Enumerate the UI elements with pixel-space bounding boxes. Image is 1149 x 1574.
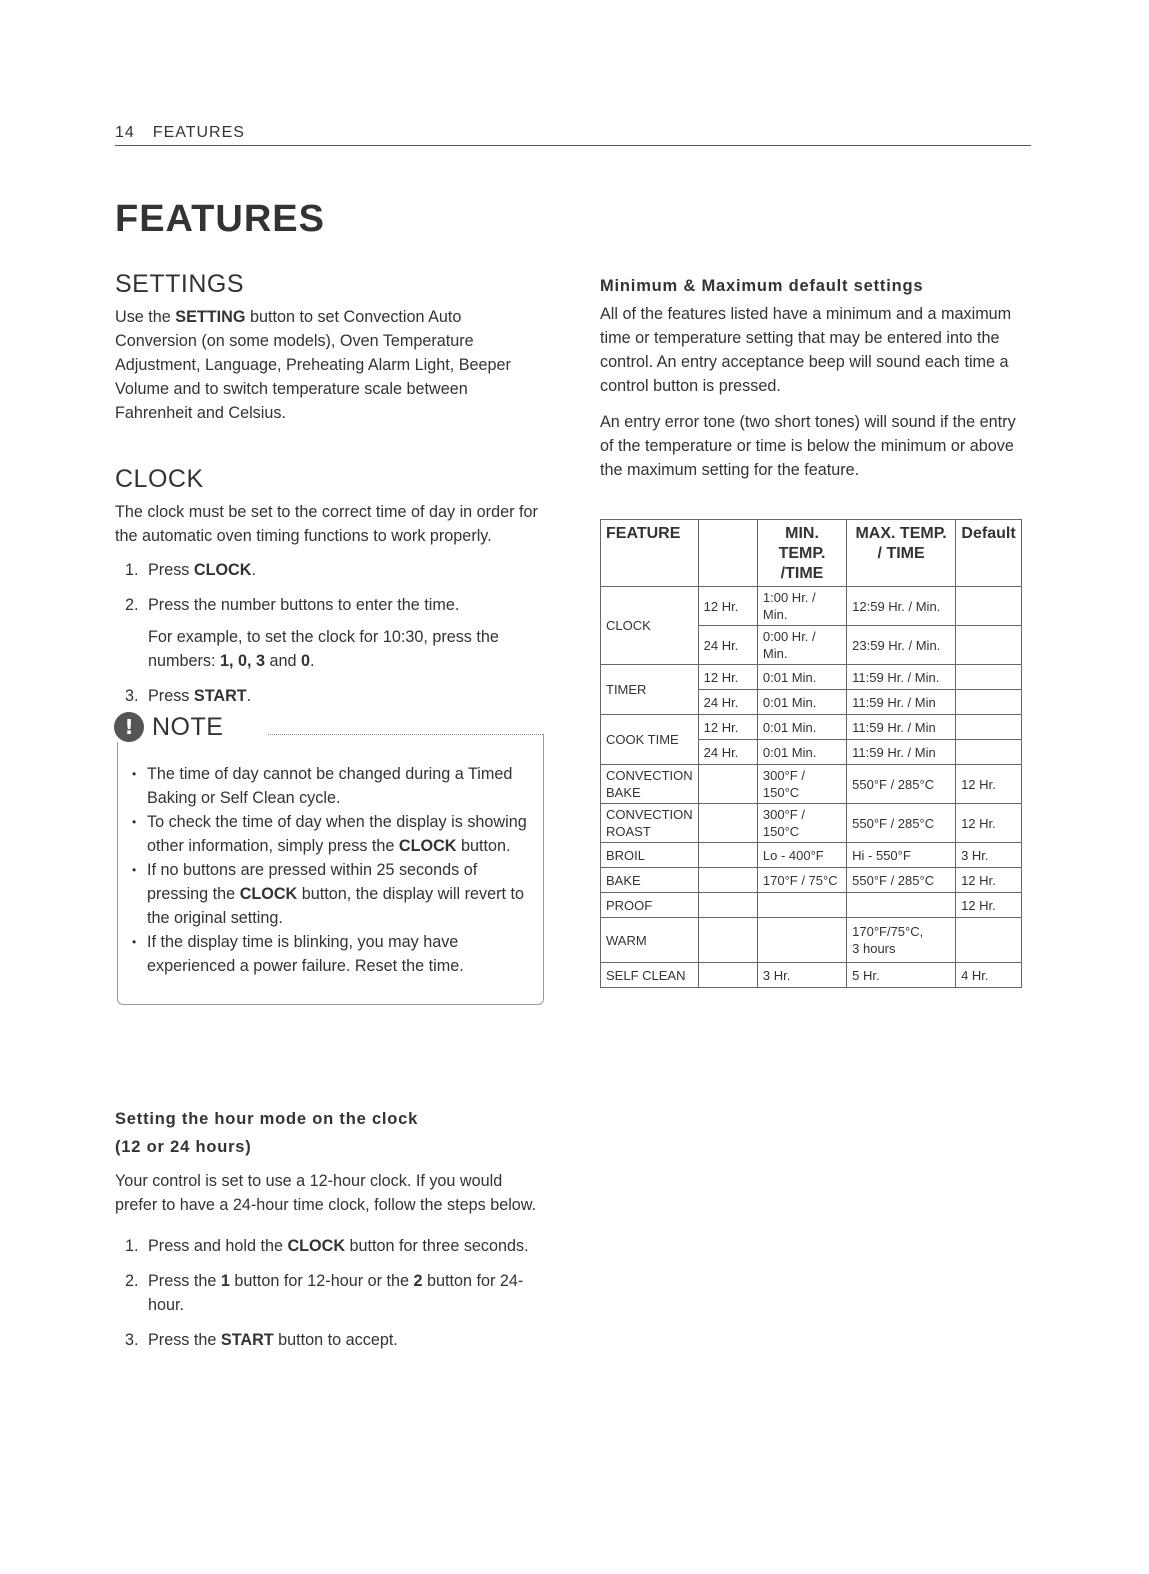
table-row: SELF CLEAN 3 Hr. 5 Hr. 4 Hr. (601, 963, 1022, 988)
page-number: 14 (115, 124, 135, 141)
clock-step-1: 1. Press CLOCK. (125, 561, 256, 579)
minmax-paragraph-1: All of the features listed have a minimum and a maximum time or temperature setting that may be entered into the control. An entry acceptance beep will sound each time a control button is pressed. (600, 305, 1012, 395)
table-header-row (601, 520, 1022, 587)
table-row: 24 Hr. 0:00 Hr. / Min. 23:59 Hr. / Min. (601, 626, 1022, 665)
note-item: • To check the time of day when the display is showing other information, simply press the CLOCK button. (132, 810, 533, 858)
clock-example: For example, to set the clock for 10:30, press the numbers: 1, 0, 3 and 0. (148, 628, 499, 670)
col-header-default: Default (956, 520, 1022, 587)
hour-mode-steps (115, 1234, 545, 1352)
col-header-mode (698, 520, 757, 587)
col-header-min: MIN. TEMP. /TIME (757, 520, 846, 587)
clock-intro: The clock must be set to the correct time of day in order for the automatic oven timing functions to work properly. (115, 503, 538, 545)
right-column (600, 272, 1025, 988)
clock-section (115, 465, 545, 708)
col-header-feature: FEATURE (601, 520, 699, 587)
table-row: 24 Hr. 0:01 Min. 11:59 Hr. / Min (601, 740, 1022, 765)
warning-icon: ! (114, 712, 144, 742)
hour-mode-step-2: 2. Press the 1 button for 12-hour or the 2 button for 24-hour. (125, 1272, 524, 1314)
table-row: BAKE 170°F / 75°C 550°F / 285°C 12 Hr. (601, 868, 1022, 893)
clock-step-3: 3. Press START. (125, 687, 252, 705)
clock-step-2: 2. Press the number buttons to enter the time. For example, to set the clock for 10:30, press the numbers: 1, 0, 3 and 0. (115, 593, 545, 673)
settings-paragraph: Use the SETTING button to set Convection Auto Conversion (on some models), Oven Temperature Adjustment, Language, Preheating Alarm Light, Beeper Volume and to switch temperature scale between Fahrenheit and Celsius. (115, 308, 511, 422)
table-row: COOK TIME 12 Hr. 0:01 Min. 11:59 Hr. / Min (601, 715, 1022, 740)
settings-heading: SETTINGS (115, 270, 245, 298)
note-border-top (268, 734, 543, 735)
hour-mode-step-3: 3. Press the START button to accept. (125, 1331, 398, 1349)
table-row: TIMER 12 Hr. 0:01 Min. 11:59 Hr. / Min. (601, 665, 1022, 690)
table-row: CONVECTION BAKE 300°F / 150°C 550°F / 285°C 12 Hr. (601, 765, 1022, 804)
minmax-paragraph-2: An entry error tone (two short tones) will sound if the entry of the temperature or time is below the minimum or above the maximum setting for the feature. (600, 413, 1016, 479)
note-item: • If no buttons are pressed within 25 seconds of pressing the CLOCK button, the display will revert to the original setting. (132, 858, 533, 930)
note-item: • If the display time is blinking, you may have experienced a power failure. Reset the time. (132, 930, 533, 978)
note-item: • The time of day cannot be changed during a Timed Baking or Self Clean cycle. (132, 762, 533, 810)
header-section: FEATURES (152, 124, 245, 141)
table-row: PROOF 12 Hr. (601, 893, 1022, 918)
left-column (115, 270, 545, 1005)
note-list (118, 762, 543, 978)
settings-section (115, 270, 545, 425)
col-header-max: MAX. TEMP. / TIME (847, 520, 956, 587)
note-header (114, 712, 233, 742)
table-row: BROIL Lo - 400°F Hi - 550°F 3 Hr. (601, 843, 1022, 868)
page-header (115, 124, 1031, 146)
table-row: WARM 170°F/75°C, 3 hours (601, 918, 1022, 963)
hour-mode-heading: Setting the hour mode on the clock (12 or 24 hours) (115, 1110, 419, 1156)
clock-steps (115, 558, 545, 708)
hour-mode-section (115, 1105, 545, 1363)
hour-mode-step-1: 1. Press and hold the CLOCK button for three seconds. (125, 1237, 529, 1255)
table-row: CLOCK 12 Hr. 1:00 Hr. / Min. 12:59 Hr. / Min. (601, 587, 1022, 626)
hour-mode-intro: Your control is set to use a 12-hour clock. If you would prefer to have a 24-hour time clock, follow the steps below. (115, 1172, 537, 1214)
note-box (117, 712, 544, 1005)
table-row: 24 Hr. 0:01 Min. 11:59 Hr. / Min (601, 690, 1022, 715)
clock-heading: CLOCK (115, 465, 204, 493)
settings-table (600, 519, 1022, 988)
minmax-heading: Minimum & Maximum default settings (600, 277, 924, 295)
note-label: NOTE (152, 712, 224, 741)
page-title: FEATURES (115, 198, 325, 240)
table-row: CONVECTION ROAST 300°F / 150°C 550°F / 285°C 12 Hr. (601, 804, 1022, 843)
